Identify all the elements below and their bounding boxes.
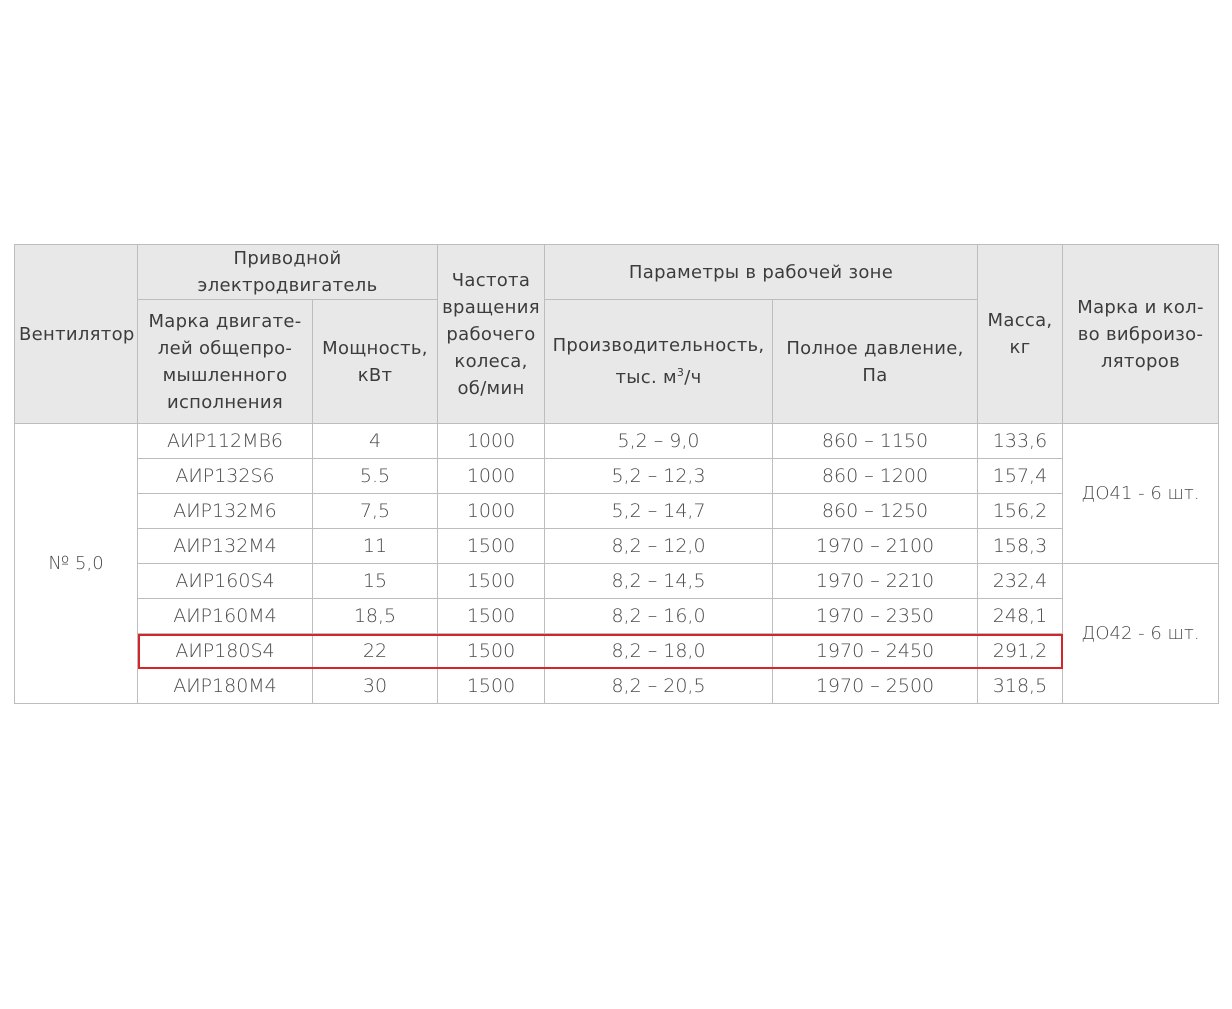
- table-row: [15, 599, 1219, 634]
- table-body: [15, 424, 1219, 704]
- mass-cell: 291,2: [978, 634, 1063, 669]
- motor-cell: АИР132М6: [138, 494, 313, 529]
- speed-cell: 1500: [438, 599, 545, 634]
- header-mass: Масса, кг: [978, 245, 1063, 424]
- mass-cell: 133,6: [978, 424, 1063, 459]
- pressure-cell: 1970 – 2210: [773, 564, 978, 599]
- pressure-cell: 1970 – 2100: [773, 529, 978, 564]
- mass-cell: 318,5: [978, 669, 1063, 704]
- speed-cell: 1500: [438, 564, 545, 599]
- header-params-group: Параметры в рабочей зоне: [545, 245, 978, 300]
- mass-cell: 158,3: [978, 529, 1063, 564]
- power-cell: 30: [313, 669, 438, 704]
- header-isolators: Марка и кол-во виброизо-ляторов: [1063, 245, 1219, 424]
- table-row: [15, 669, 1219, 704]
- header-capacity: [545, 300, 773, 424]
- pressure-cell: 1970 – 2500: [773, 669, 978, 704]
- header-speed: Частота вращения рабочего колеса, об/мин: [438, 245, 545, 424]
- capacity-cell: 8,2 – 18,0: [545, 634, 773, 669]
- mass-cell: 157,4: [978, 459, 1063, 494]
- motor-cell: АИР160S4: [138, 564, 313, 599]
- table-row: [15, 564, 1219, 599]
- pressure-cell: 1970 – 2350: [773, 599, 978, 634]
- power-cell: 18,5: [313, 599, 438, 634]
- fan-cell: № 5,0: [15, 424, 138, 704]
- capacity-cell: 5,2 – 9,0: [545, 424, 773, 459]
- capacity-cell: 8,2 – 12,0: [545, 529, 773, 564]
- motor-cell: АИР180М4: [138, 669, 313, 704]
- power-cell: 4: [313, 424, 438, 459]
- table-row: [15, 459, 1219, 494]
- mass-cell: 232,4: [978, 564, 1063, 599]
- table-row: [15, 494, 1219, 529]
- header-capacity-unit: /ч: [684, 367, 702, 388]
- motor-cell: АИР180S4: [138, 634, 313, 669]
- header-pressure: Полное давление, Па: [773, 300, 978, 424]
- capacity-cell: 8,2 – 20,5: [545, 669, 773, 704]
- motor-cell: АИР160М4: [138, 599, 313, 634]
- speed-cell: 1000: [438, 424, 545, 459]
- speed-cell: 1500: [438, 669, 545, 704]
- capacity-cell: 8,2 – 14,5: [545, 564, 773, 599]
- power-cell: 7,5: [313, 494, 438, 529]
- speed-cell: 1500: [438, 529, 545, 564]
- pressure-cell: 860 – 1200: [773, 459, 978, 494]
- capacity-cell: 8,2 – 16,0: [545, 599, 773, 634]
- isolator-cell: ДО42 - 6 шт.: [1063, 564, 1219, 704]
- header-capacity-text: Производительность, тыс. м: [552, 335, 765, 388]
- header-motor-group: Приводной электродвигатель: [138, 245, 438, 300]
- motor-cell: АИР132S6: [138, 459, 313, 494]
- table-header: [15, 245, 1219, 424]
- speed-cell: 1500: [438, 634, 545, 669]
- header-power: Мощность, кВт: [313, 300, 438, 424]
- mass-cell: 248,1: [978, 599, 1063, 634]
- pressure-cell: 1970 – 2450: [773, 634, 978, 669]
- power-cell: 5.5: [313, 459, 438, 494]
- table-row-highlighted: [15, 634, 1219, 669]
- capacity-cell: 5,2 – 14,7: [545, 494, 773, 529]
- spec-table-wrapper: [14, 244, 1218, 704]
- speed-cell: 1000: [438, 459, 545, 494]
- capacity-cell: 5,2 – 12,3: [545, 459, 773, 494]
- header-motor-brand: Марка двигате-лей общепро-мышленного исполнения: [138, 300, 313, 424]
- motor-cell: АИР132М4: [138, 529, 313, 564]
- header-fan: Вентилятор: [15, 245, 138, 424]
- pressure-cell: 860 – 1150: [773, 424, 978, 459]
- mass-cell: 156,2: [978, 494, 1063, 529]
- pressure-cell: 860 – 1250: [773, 494, 978, 529]
- isolator-cell: ДО41 - 6 шт.: [1063, 424, 1219, 564]
- table-row: [15, 424, 1219, 459]
- header-capacity-sup: 3: [676, 366, 685, 379]
- fan-spec-table: [14, 244, 1219, 704]
- table-row: [15, 529, 1219, 564]
- motor-cell: АИР112МВ6: [138, 424, 313, 459]
- power-cell: 15: [313, 564, 438, 599]
- speed-cell: 1000: [438, 494, 545, 529]
- power-cell: 11: [313, 529, 438, 564]
- power-cell: 22: [313, 634, 438, 669]
